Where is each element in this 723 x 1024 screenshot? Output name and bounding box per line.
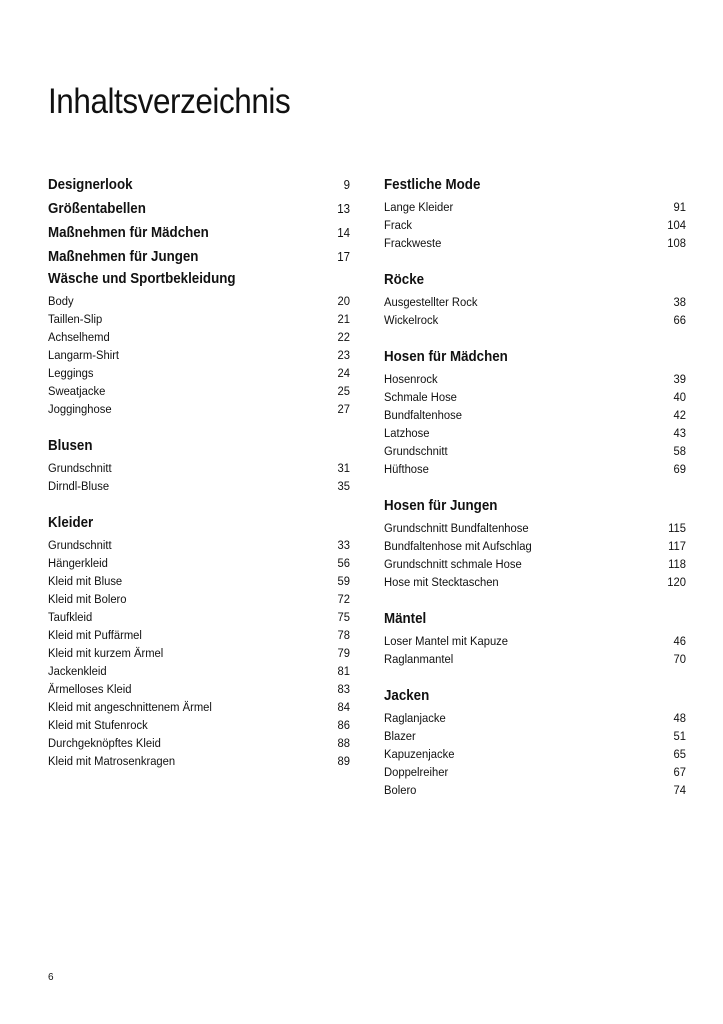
toc-entry-page: 89 [337,754,351,768]
toc-entry-page: 118 [668,557,687,571]
toc-entry-label: Wickelrock [384,313,439,327]
toc-heading-label: Maßnehmen für Jungen [48,249,199,265]
toc-entry [384,650,686,668]
toc-entry [48,554,350,572]
toc-entry-page: 67 [673,765,687,779]
toc-entry-label: Raglanjacke [384,711,446,725]
toc-entry-label: Latzhose [384,426,430,440]
toc-heading-label: Jacken [384,688,430,704]
toc-heading-label: Festliche Mode [384,177,481,193]
toc-entry-label: Kleid mit kurzem Ärmel [48,646,164,660]
toc-entry [48,716,350,734]
toc-heading [48,270,350,289]
toc-heading-page: 13 [337,202,351,216]
toc-entry [384,763,686,781]
toc-entry-label: Leggings [48,366,94,380]
toc-entry-page: 20 [337,294,351,308]
toc-entry [48,608,350,626]
toc-heading-label: Größentabellen [48,201,146,217]
toc-entry-label: Hosenrock [384,372,438,386]
toc-heading-label: Mäntel [384,611,427,627]
toc-entry [384,406,686,424]
toc-heading-label: Hosen für Mädchen [384,349,508,365]
toc-entry [384,293,686,311]
toc-heading-label: Designerlook [48,177,133,193]
toc-entry-page: 40 [673,390,687,404]
toc-entry-label: Langarm-Shirt [48,348,120,362]
toc-entry-page: 79 [337,646,351,660]
toc-entry-label: Kleid mit Matrosenkragen [48,754,176,768]
toc-entry-page: 24 [337,366,351,380]
toc-entry-page: 115 [668,521,687,535]
toc-entry-page: 48 [673,711,687,725]
toc-entry-label: Frack [384,218,413,232]
toc-heading [48,437,350,456]
toc-heading-label: Röcke [384,272,425,288]
toc-heading [48,514,350,533]
toc-entry [384,460,686,478]
toc-entry [384,442,686,460]
toc-entry-label: Body [48,294,74,308]
toc-entry-page: 25 [337,384,351,398]
toc-entry-page: 39 [673,372,687,386]
toc-entry [48,364,350,382]
toc-entry-label: Grundschnitt [48,461,112,475]
toc-heading [384,687,686,706]
toc-entry [48,477,350,495]
toc-section-kleider [48,514,350,770]
toc-entry [48,644,350,662]
toc-entry-label: Ausgestellter Rock [384,295,478,309]
toc-section-grossentabellen [48,200,350,219]
toc-entry-page: 72 [337,592,351,606]
toc-left-column [48,176,350,789]
toc-entry-label: Blazer [384,729,416,743]
toc-entry-label: Jackenkleid [48,664,107,678]
toc-section-massnehmen-fur-madchen [48,224,350,243]
toc-heading-label: Hosen für Jungen [384,498,498,514]
toc-entry-label: Frackweste [384,236,442,250]
toc-entry [384,781,686,799]
toc-entry [48,734,350,752]
toc-entry-page: 21 [337,312,351,326]
toc-section-designerlook [48,176,350,195]
toc-heading [48,176,350,195]
toc-entry-label: Hängerkleid [48,556,108,570]
toc-entry-label: Schmale Hose [384,390,457,404]
toc-entry-label: Lange Kleider [384,200,454,214]
toc-entry [48,752,350,770]
toc-entry [48,698,350,716]
toc-entry-label: Ärmelloses Kleid [48,682,132,696]
toc-section-hosen-fur-jungen [384,497,686,591]
toc-entry-page: 46 [673,634,687,648]
toc-entry [48,572,350,590]
toc-entry-page: 104 [667,218,687,232]
toc-section-festliche-mode [384,176,686,252]
toc-entry-label: Bolero [384,783,417,797]
toc-entry-page: 66 [673,313,687,327]
toc-entry-page: 23 [337,348,351,362]
toc-entry [384,234,686,252]
toc-entry-label: Achselhemd [48,330,110,344]
toc-heading [384,176,686,195]
toc-entry-page: 33 [337,538,351,552]
toc-section-jacken [384,687,686,799]
toc-heading [384,271,686,290]
toc-heading [384,348,686,367]
toc-entry-page: 31 [337,461,351,475]
toc-entry [384,198,686,216]
toc-entry-page: 56 [337,556,351,570]
toc-entry-label: Sweatjacke [48,384,106,398]
page-number: 6 [48,972,54,983]
toc-entry-page: 91 [673,200,687,214]
toc-entry-page: 108 [667,236,687,250]
toc-entry [48,626,350,644]
toc-entry-label: Kleid mit angeschnittenem Ärmel [48,700,212,714]
toc-entry [384,216,686,234]
toc-entry [384,745,686,763]
toc-entry-page: 69 [673,462,687,476]
toc-section-mantel [384,610,686,668]
toc-entry [384,519,686,537]
toc-entry-label: Jogginghose [48,402,112,416]
toc-entry [384,573,686,591]
toc-entry-label: Raglanmantel [384,652,454,666]
toc-right-column [384,176,686,818]
toc-entry [48,292,350,310]
toc-section-blusen [48,437,350,495]
toc-entry-page: 74 [673,783,687,797]
toc-entry-page: 42 [673,408,687,422]
toc-entry [48,680,350,698]
toc-heading [384,497,686,516]
toc-entry [384,424,686,442]
toc-entry-page: 83 [337,682,351,696]
toc-entry-label: Bundfaltenhose mit Aufschlag [384,539,532,553]
toc-entry [384,555,686,573]
toc-entry-label: Grundschnitt schmale Hose [384,557,522,571]
toc-section-wasche-und-sportbekleidung [48,270,350,418]
toc-entry-label: Hüfthose [384,462,429,476]
toc-entry [384,537,686,555]
toc-entry-page: 70 [673,652,687,666]
toc-entry-label: Dirndl-Bluse [48,479,110,493]
toc-entry-label: Kapuzenjacke [384,747,455,761]
toc-entry-page: 43 [673,426,687,440]
toc-entry-page: 86 [337,718,351,732]
toc-section-rocke [384,271,686,329]
toc-entry-page: 22 [337,330,351,344]
toc-heading [48,248,350,267]
toc-entry-page: 35 [337,479,351,493]
toc-heading-label: Kleider [48,515,94,531]
toc-entry [48,662,350,680]
toc-entry-label: Taillen-Slip [48,312,103,326]
toc-heading [384,610,686,629]
toc-entry-label: Kleid mit Bluse [48,574,123,588]
toc-entry-label: Grundschnitt [48,538,112,552]
toc-entry [48,328,350,346]
toc-heading-page: 17 [337,250,351,264]
toc-entry-page: 120 [667,575,687,589]
toc-entry [384,311,686,329]
toc-entry [48,400,350,418]
toc-entry-page: 58 [673,444,687,458]
toc-entry-label: Doppelreiher [384,765,449,779]
toc-entry-label: Grundschnitt [384,444,448,458]
toc-entry-label: Kleid mit Puffärmel [48,628,142,642]
toc-entry [384,727,686,745]
toc-entry [48,382,350,400]
toc-entry-page: 75 [337,610,351,624]
toc-entry-page: 81 [337,664,351,678]
toc-entry-label: Taufkleid [48,610,93,624]
page-title: Inhaltsverzeichnis [48,82,291,121]
toc-heading [48,200,350,219]
toc-entry [48,346,350,364]
toc-entry-page: 59 [337,574,351,588]
toc-entry-label: Loser Mantel mit Kapuze [384,634,509,648]
toc-entry-page: 78 [337,628,351,642]
toc-entry-label: Kleid mit Bolero [48,592,127,606]
toc-heading-label: Maßnehmen für Mädchen [48,225,209,241]
toc-heading-label: Wäsche und Sportbekleidung [48,271,236,287]
toc-entry-page: 84 [337,700,351,714]
toc-entry-page: 51 [673,729,687,743]
toc-section-hosen-fur-madchen [384,348,686,478]
toc-entry-label: Durchgeknöpftes Kleid [48,736,161,750]
toc-entry-label: Hose mit Stecktaschen [384,575,499,589]
toc-entry-page: 88 [337,736,351,750]
toc-entry-page: 65 [673,747,687,761]
toc-heading [48,224,350,243]
toc-entry [384,388,686,406]
toc-entry-page: 27 [337,402,351,416]
toc-entry [48,310,350,328]
toc-entry [48,536,350,554]
toc-entry-label: Kleid mit Stufenrock [48,718,148,732]
toc-heading-page: 9 [343,178,351,192]
toc-section-massnehmen-fur-jungen [48,248,350,267]
toc-heading-label: Blusen [48,438,93,454]
toc-entry-page: 38 [673,295,687,309]
toc-entry [48,459,350,477]
toc-entry-label: Bundfaltenhose [384,408,462,422]
toc-entry-page: 117 [668,539,687,553]
toc-entry-label: Grundschnitt Bundfaltenhose [384,521,529,535]
toc-entry [384,370,686,388]
toc-entry [384,632,686,650]
toc-heading-page: 14 [337,226,351,240]
toc-entry [384,709,686,727]
toc-entry [48,590,350,608]
